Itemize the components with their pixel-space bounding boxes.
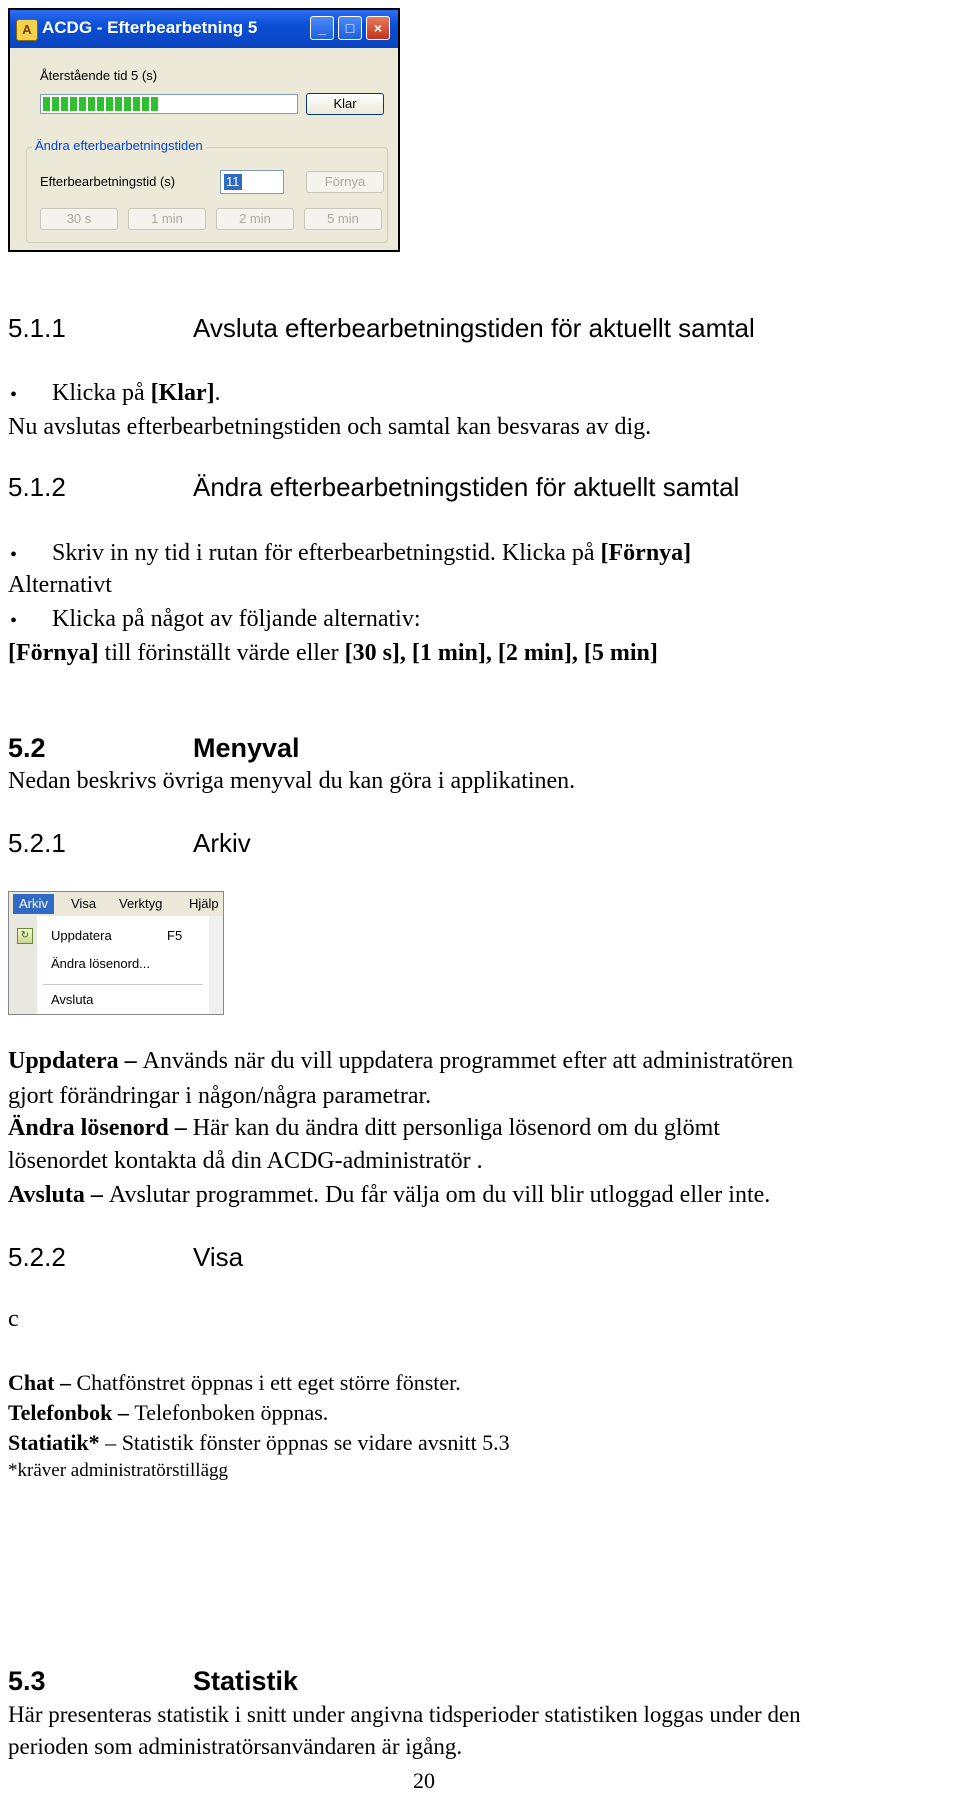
maximize-button[interactable]: □ (338, 16, 362, 40)
dialog-title: ACDG - Efterbearbetning 5 (42, 18, 258, 37)
preset-2min-button[interactable]: 2 min (216, 208, 294, 230)
desc-telefonbok: Telefonbok – Telefonboken öppnas. (8, 1400, 329, 1425)
page-number: 20 (413, 1768, 435, 1793)
app-icon: A (16, 19, 38, 41)
menubar (9, 892, 224, 917)
section-number-522: 5.2.2 (8, 1242, 66, 1272)
background-area (209, 916, 224, 1015)
dialog-titlebar (10, 10, 398, 48)
desc-andra-losenord-cont: lösenordet kontakta då din ACDG-administratör . (8, 1148, 483, 1174)
bullet-klar: Klicka på [Klar]. (52, 380, 221, 406)
desc-andra-losenord: Ändra lösenord – Här kan du ändra ditt personliga lösenord om du glömt (8, 1115, 720, 1141)
done-button[interactable]: Klar (306, 93, 384, 115)
progress-fill (43, 97, 159, 111)
desc-chat: Chat – Chatfönstret öppnas i ett eget större fönster. (8, 1370, 461, 1395)
options-line: [Förnya] till förinställt värde eller [30 s], [1 min], [2 min], [5 min] (8, 640, 658, 666)
statistik-line1: Här presenteras statistik i snitt under angivna tidsperioder statistiken loggas under den (8, 1702, 801, 1727)
bullet-click-option: Klicka på något av följande alternativ: (52, 606, 421, 632)
desc-avsluta: Avsluta – Avslutar programmet. Du får välja om du vill blir utloggad eller inte. (8, 1182, 771, 1208)
section-number-512: 5.1.2 (8, 472, 66, 502)
section-number-53: 5.3 (8, 1666, 46, 1696)
admin-note: *kräver administratörstillägg (8, 1460, 229, 1481)
menu-intro: Nedan beskrivs övriga menyval du kan göra i applikatinen. (8, 768, 576, 794)
paragraph-klar-result: Nu avslutas efterbearbetningstiden och samtal kan besvaras av dig. (8, 414, 652, 440)
menu-verktyg[interactable]: Verktyg (119, 896, 163, 911)
refresh-icon: ↻ (17, 928, 33, 944)
menu-separator (43, 984, 203, 985)
postprocessing-dialog (8, 8, 400, 252)
section-number-511: 5.1.1 (8, 313, 66, 343)
arkiv-dropdown (9, 916, 210, 1014)
stray-letter: c (8, 1306, 19, 1332)
time-input-value: 11 (226, 174, 240, 189)
time-input[interactable] (220, 170, 284, 194)
desc-statistik: Statiatik* – Statistik fönster öppnas se vidare avsnitt 5.3 (8, 1430, 510, 1455)
remaining-time-progress (40, 94, 298, 114)
section-number-52: 5.2 (8, 733, 46, 763)
desc-uppdatera: Uppdatera – Används när du vill uppdatera programmet efter att administratören (8, 1048, 794, 1074)
remaining-time-label: Återstående tid 5 (s) (40, 68, 158, 83)
minimize-button[interactable]: _ (310, 16, 334, 40)
preset-1min-button[interactable]: 1 min (128, 208, 206, 230)
desc-uppdatera-cont: gjort förändringar i någon/några parametrar. (8, 1083, 432, 1109)
menu-item-andra-losenord[interactable]: Ändra lösenord... (51, 956, 151, 971)
menu-item-uppdatera[interactable]: Uppdatera (51, 928, 112, 943)
section-number-521: 5.2.1 (8, 828, 66, 858)
arkiv-menu-screenshot (8, 891, 224, 1015)
section-title-521: Arkiv (193, 828, 251, 858)
section-title-53: Statistik (193, 1666, 299, 1696)
bullet-write-time: Skriv in ny tid i rutan för efterbearbetningstid. Klicka på [Förnya] (52, 540, 692, 566)
menu-arkiv[interactable]: Arkiv (13, 894, 54, 914)
bullet-dot: • (10, 610, 18, 632)
bullet-dot: • (10, 384, 18, 406)
group-caption: Ändra efterbearbetningstiden (32, 138, 206, 153)
time-label: Efterbearbetningstid (s) (40, 174, 176, 189)
section-title-512: Ändra efterbearbetningstiden för aktuellt samtal (193, 472, 740, 502)
shortcut-f5: F5 (167, 928, 183, 943)
statistik-line2: perioden som administratörsanvändaren är igång. (8, 1734, 463, 1759)
close-button[interactable]: × (366, 16, 390, 40)
section-title-511: Avsluta efterbearbetningstiden för aktuellt samtal (193, 313, 755, 343)
preset-30s-button[interactable]: 30 s (40, 208, 118, 230)
bullet-dot: • (10, 544, 18, 566)
section-title-52: Menyval (193, 733, 300, 763)
alternative-label: Alternativt (8, 572, 112, 598)
menu-hjalp[interactable]: Hjälp (189, 896, 219, 911)
preset-5min-button[interactable]: 5 min (304, 208, 382, 230)
section-title-522: Visa (193, 1242, 244, 1272)
renew-button[interactable]: Förnya (306, 171, 384, 193)
menu-item-avsluta[interactable]: Avsluta (51, 992, 94, 1007)
menu-visa[interactable]: Visa (71, 896, 97, 911)
